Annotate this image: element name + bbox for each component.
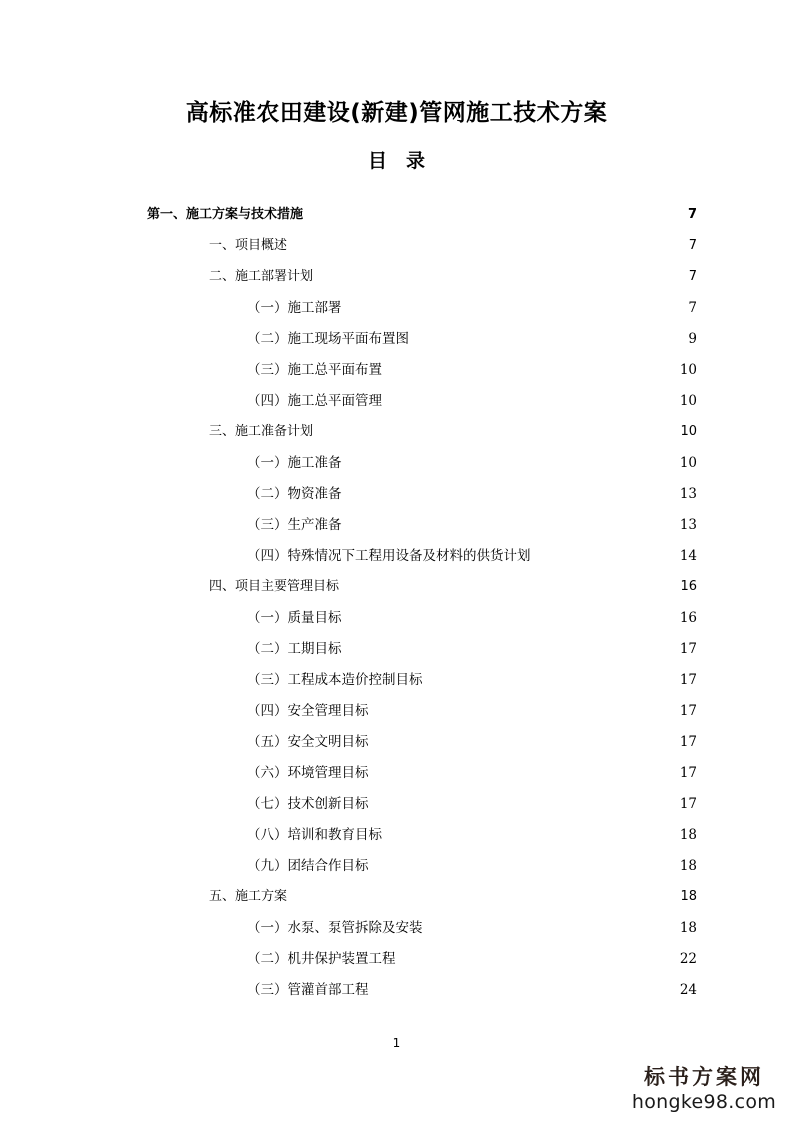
toc-entry-page: 7 [687, 207, 697, 222]
toc-entry[interactable] [247, 949, 697, 969]
toc-entry-label: （三）生产准备 [247, 517, 342, 533]
toc-entry-page: 10 [680, 424, 697, 439]
toc-entry-label: 三、施工准备计划 [209, 424, 314, 439]
toc-entry[interactable] [247, 763, 697, 783]
toc-entry-page: 17 [679, 765, 697, 781]
toc-entry[interactable] [247, 980, 697, 1000]
toc-entry[interactable] [247, 453, 697, 473]
toc-entry[interactable] [247, 329, 697, 349]
toc-entry-page: 17 [679, 641, 697, 657]
toc-entry-label: （三）工程成本造价控制目标 [247, 672, 423, 688]
toc-entry-page: 7 [688, 238, 697, 253]
toc-entry-label: 二、施工部署计划 [209, 269, 314, 284]
toc-entry-label: 一、项目概述 [209, 238, 288, 253]
toc-entry[interactable] [247, 701, 697, 721]
toc-entry-label: （二）施工现场平面布置图 [247, 331, 409, 347]
watermark-logo [629, 1064, 779, 1114]
toc-entry-page: 18 [679, 858, 697, 874]
toc-entry[interactable] [209, 267, 697, 287]
toc-entry-page: 17 [679, 703, 697, 719]
toc-entry-label: （六）环境管理目标 [247, 765, 369, 781]
toc-entry[interactable] [209, 236, 697, 256]
toc-entry-label: （七）技术创新目标 [247, 796, 369, 812]
toc-entry[interactable] [247, 608, 697, 628]
toc-entry[interactable] [147, 205, 697, 225]
toc-entry-label: （二）工期目标 [247, 641, 342, 657]
toc-entry-page: 17 [679, 734, 697, 750]
toc-entry[interactable] [247, 484, 697, 504]
toc-entry[interactable] [247, 918, 697, 938]
toc-entry-label: （一）施工部署 [247, 300, 342, 316]
toc-entry-label: （四）特殊情况下工程用设备及材料的供货计划 [247, 548, 531, 564]
toc-entry[interactable] [247, 670, 697, 690]
toc-entry-label: （二）机井保护装置工程 [247, 951, 396, 967]
toc-entry-page: 17 [679, 796, 697, 812]
watermark-url: hongke98.com [631, 1091, 777, 1113]
toc-entry-page: 18 [679, 920, 697, 936]
toc-entry-label: （一）质量目标 [247, 610, 342, 626]
toc-entry[interactable] [209, 887, 697, 907]
toc-entry-label: （三）施工总平面布置 [247, 362, 382, 378]
toc-entry-label: （一）施工准备 [247, 455, 342, 471]
toc-entry-label: 第一、施工方案与技术措施 [147, 207, 304, 222]
toc-entry[interactable] [209, 422, 697, 442]
toc-entry[interactable] [247, 298, 697, 318]
page-number: 1 [392, 1036, 401, 1050]
toc-entry-label: （一）水泵、泵管拆除及安装 [247, 920, 423, 936]
toc-entry-label: （三）管灌首部工程 [247, 982, 369, 998]
toc-entry-page: 7 [688, 300, 697, 316]
toc-entry-page: 9 [688, 331, 697, 347]
toc-entry-label: （四）安全管理目标 [247, 703, 369, 719]
toc-entry-page: 22 [679, 951, 697, 967]
toc-entry-page: 18 [679, 827, 697, 843]
toc-entry-page: 10 [679, 393, 697, 409]
toc-entry-label: （五）安全文明目标 [247, 734, 369, 750]
toc-entry-page: 17 [679, 672, 697, 688]
toc-entry[interactable] [247, 360, 697, 380]
toc-entry-label: （九）团结合作目标 [247, 858, 369, 874]
toc-entry-page: 10 [679, 455, 697, 471]
toc-entry-page: 14 [679, 548, 697, 564]
toc-entry[interactable] [247, 515, 697, 535]
toc-entry-label: （八）培训和教育目标 [247, 827, 382, 843]
toc-entry[interactable] [209, 577, 697, 597]
toc-entry-page: 18 [680, 889, 697, 904]
toc-entry-label: （二）物资准备 [247, 486, 342, 502]
toc-entry-page: 16 [680, 579, 697, 594]
toc-entry[interactable] [247, 391, 697, 411]
toc-heading: 目 录 [367, 150, 425, 172]
toc-entry-page: 10 [679, 362, 697, 378]
toc-entry[interactable] [247, 856, 697, 876]
toc-entry[interactable] [247, 794, 697, 814]
watermark-text: 标书方案网 [644, 1064, 764, 1089]
toc-entry[interactable] [247, 639, 697, 659]
toc-entry-label: 五、施工方案 [209, 889, 288, 904]
toc-entry[interactable] [247, 546, 697, 566]
toc-entry-page: 13 [679, 517, 697, 533]
toc-entry-label: （四）施工总平面管理 [247, 393, 382, 409]
toc-entry[interactable] [247, 732, 697, 752]
document-title: 高标准农田建设(新建)管网施工技术方案 [185, 100, 608, 126]
toc-entry-page: 24 [679, 982, 697, 998]
toc-entry-page: 16 [679, 610, 697, 626]
toc-entry-page: 13 [679, 486, 697, 502]
toc-entry-page: 7 [688, 269, 697, 284]
toc-entry[interactable] [247, 825, 697, 845]
toc-entry-label: 四、项目主要管理目标 [209, 579, 340, 594]
